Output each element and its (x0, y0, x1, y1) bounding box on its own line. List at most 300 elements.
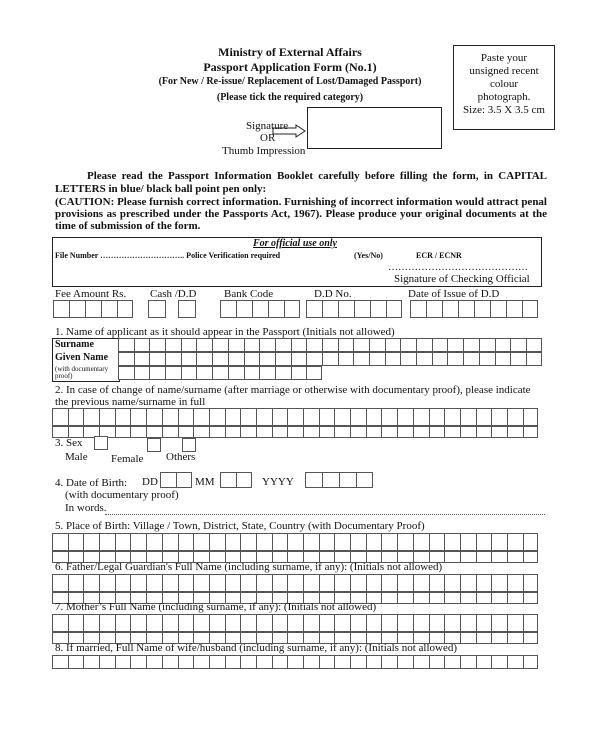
char-box[interactable] (338, 352, 354, 366)
char-box[interactable] (146, 408, 162, 426)
others-checkbox[interactable] (182, 438, 196, 452)
char-box[interactable] (334, 533, 350, 551)
char-box[interactable] (162, 533, 178, 551)
char-box[interactable] (319, 408, 335, 426)
char-box[interactable] (306, 338, 322, 352)
char-box[interactable] (444, 655, 460, 669)
char-box[interactable] (287, 614, 303, 632)
char-box[interactable] (83, 408, 99, 426)
cash-checkbox[interactable] (148, 300, 166, 318)
char-box[interactable] (193, 655, 209, 669)
char-box[interactable] (366, 655, 382, 669)
char-box[interactable] (444, 426, 460, 438)
char-box[interactable] (413, 426, 429, 438)
char-box[interactable] (507, 426, 523, 438)
char-box[interactable] (99, 408, 115, 426)
char-box[interactable] (52, 614, 68, 632)
char-box[interactable] (319, 533, 335, 551)
char-box[interactable] (118, 338, 134, 352)
dd-no-boxes[interactable] (306, 300, 402, 318)
char-box[interactable] (178, 426, 194, 438)
char-box[interactable] (256, 614, 272, 632)
char-box[interactable] (416, 352, 432, 366)
char-box[interactable] (165, 366, 181, 380)
char-box[interactable] (460, 592, 476, 604)
char-box[interactable] (196, 338, 212, 352)
official-dots: …………………………………… (388, 262, 528, 273)
char-box[interactable] (416, 338, 432, 352)
char-box[interactable] (244, 352, 260, 366)
previous-name-boxes-row2[interactable] (52, 426, 538, 438)
char-box[interactable] (99, 655, 115, 669)
dob-day-boxes[interactable] (160, 472, 192, 488)
dd-checkbox[interactable] (178, 300, 196, 318)
given-name-label: Given Name (55, 352, 109, 363)
char-box[interactable] (225, 574, 241, 592)
char-box[interactable] (476, 655, 492, 669)
char-box[interactable] (350, 574, 366, 592)
char-box[interactable] (413, 533, 429, 551)
char-box[interactable] (322, 338, 338, 352)
char-box[interactable] (68, 408, 84, 426)
instructions-para-1: Please read the Passport Information Booklet carefully before filling the form, in CAPITAL LETTERS in blue/ black ball point pen only: (55, 170, 547, 195)
char-box[interactable] (366, 574, 382, 592)
char-box[interactable] (149, 352, 165, 366)
char-box[interactable] (228, 352, 244, 366)
char-box[interactable] (162, 574, 178, 592)
char-box[interactable] (225, 426, 241, 438)
char-box[interactable] (291, 366, 307, 380)
char-box[interactable] (52, 408, 68, 426)
char-box[interactable] (225, 408, 241, 426)
char-box[interactable] (303, 408, 319, 426)
char-box[interactable] (225, 655, 241, 669)
char-box[interactable] (68, 614, 84, 632)
char-box[interactable] (432, 338, 448, 352)
char-box[interactable] (275, 366, 291, 380)
char-box[interactable] (303, 426, 319, 438)
char-box[interactable] (303, 655, 319, 669)
char-box[interactable] (366, 614, 382, 632)
char-box[interactable] (259, 366, 275, 380)
char-box[interactable] (491, 551, 507, 563)
char-box[interactable] (460, 632, 476, 644)
char-box[interactable] (146, 426, 162, 438)
char-box[interactable] (353, 352, 369, 366)
char-box[interactable] (334, 614, 350, 632)
char-box[interactable] (429, 592, 445, 604)
char-box[interactable] (369, 338, 385, 352)
char-box[interactable] (259, 338, 275, 352)
char-box[interactable] (134, 338, 150, 352)
char-box[interactable] (240, 533, 256, 551)
char-box[interactable] (476, 408, 492, 426)
char-box[interactable] (491, 426, 507, 438)
char-box[interactable] (228, 366, 244, 380)
char-box[interactable] (275, 338, 291, 352)
char-box[interactable] (444, 408, 460, 426)
char-box[interactable] (507, 574, 523, 592)
char-box[interactable] (244, 338, 260, 352)
char-box[interactable] (178, 655, 194, 669)
char-box[interactable] (397, 614, 413, 632)
char-box[interactable] (134, 352, 150, 366)
char-box[interactable] (507, 655, 523, 669)
char-box[interactable] (193, 614, 209, 632)
char-box[interactable] (381, 614, 397, 632)
char-box[interactable] (115, 655, 131, 669)
char-box[interactable] (149, 338, 165, 352)
char-box[interactable] (256, 533, 272, 551)
char-box[interactable] (118, 352, 134, 366)
char-box[interactable] (193, 574, 209, 592)
char-box[interactable] (350, 614, 366, 632)
char-box[interactable] (444, 614, 460, 632)
father-name-boxes-row1[interactable] (52, 574, 538, 592)
char-box[interactable] (209, 574, 225, 592)
char-box[interactable] (130, 655, 146, 669)
char-box[interactable] (225, 614, 241, 632)
char-box[interactable] (212, 352, 228, 366)
char-box[interactable] (463, 352, 479, 366)
given-name-boxes-row2[interactable] (118, 366, 322, 380)
char-box[interactable] (244, 366, 260, 380)
char-box[interactable] (413, 574, 429, 592)
char-box[interactable] (507, 632, 523, 644)
char-box[interactable] (130, 408, 146, 426)
char-box[interactable] (319, 614, 335, 632)
char-box[interactable] (444, 533, 460, 551)
char-box[interactable] (366, 426, 382, 438)
char-box[interactable] (68, 574, 84, 592)
char-box[interactable] (83, 614, 99, 632)
char-box[interactable] (291, 338, 307, 352)
char-box[interactable] (178, 408, 194, 426)
char-box[interactable] (303, 533, 319, 551)
char-box[interactable] (397, 655, 413, 669)
char-box[interactable] (212, 338, 228, 352)
char-box[interactable] (429, 408, 445, 426)
char-box[interactable] (322, 352, 338, 366)
char-box[interactable] (83, 655, 99, 669)
char-box[interactable] (275, 352, 291, 366)
char-box[interactable] (162, 655, 178, 669)
dob-year-boxes[interactable] (305, 472, 373, 488)
char-box[interactable] (491, 408, 507, 426)
char-box[interactable] (256, 408, 272, 426)
char-box[interactable] (476, 574, 492, 592)
char-box[interactable] (523, 408, 539, 426)
char-box[interactable] (291, 352, 307, 366)
char-box[interactable] (523, 551, 539, 563)
char-box[interactable] (523, 632, 539, 644)
char-box[interactable] (130, 614, 146, 632)
char-box[interactable] (476, 533, 492, 551)
char-box[interactable] (193, 533, 209, 551)
fee-amount-boxes[interactable] (53, 300, 133, 318)
char-box[interactable] (366, 533, 382, 551)
char-box[interactable] (259, 352, 275, 366)
char-box[interactable] (507, 592, 523, 604)
char-box[interactable] (228, 338, 244, 352)
char-box[interactable] (397, 574, 413, 592)
char-box[interactable] (118, 366, 134, 380)
char-box[interactable] (350, 426, 366, 438)
char-box[interactable] (115, 574, 131, 592)
char-box[interactable] (491, 592, 507, 604)
char-box[interactable] (287, 408, 303, 426)
char-box[interactable] (491, 574, 507, 592)
char-box[interactable] (68, 533, 84, 551)
char-box[interactable] (225, 533, 241, 551)
char-box[interactable] (240, 426, 256, 438)
char-box[interactable] (130, 574, 146, 592)
char-box[interactable] (491, 655, 507, 669)
char-box[interactable] (272, 614, 288, 632)
char-box[interactable] (397, 533, 413, 551)
char-box[interactable] (212, 366, 228, 380)
char-box[interactable] (476, 592, 492, 604)
char-box[interactable] (444, 592, 460, 604)
mother-name-boxes-row1[interactable] (52, 614, 538, 632)
char-box[interactable] (319, 655, 335, 669)
char-box[interactable] (287, 533, 303, 551)
char-box[interactable] (181, 338, 197, 352)
char-box[interactable] (83, 574, 99, 592)
char-box[interactable] (146, 614, 162, 632)
char-box[interactable] (447, 352, 463, 366)
char-box[interactable] (68, 655, 84, 669)
char-box[interactable] (319, 426, 335, 438)
char-box[interactable] (460, 614, 476, 632)
char-box[interactable] (165, 338, 181, 352)
char-box[interactable] (287, 574, 303, 592)
char-box[interactable] (334, 574, 350, 592)
file-number-label: File Number ………………………….. Police Verification required (55, 251, 281, 260)
char-box[interactable] (523, 592, 539, 604)
char-box[interactable] (460, 551, 476, 563)
place-of-birth-boxes-row1[interactable] (52, 533, 538, 551)
char-box[interactable] (479, 352, 495, 366)
char-box[interactable] (162, 408, 178, 426)
char-box[interactable] (526, 338, 542, 352)
char-box[interactable] (181, 352, 197, 366)
male-checkbox[interactable] (94, 436, 108, 450)
previous-name-boxes-row1[interactable] (52, 408, 538, 426)
char-box[interactable] (240, 614, 256, 632)
char-box[interactable] (429, 574, 445, 592)
char-box[interactable] (491, 632, 507, 644)
char-box[interactable] (381, 533, 397, 551)
char-box[interactable] (429, 614, 445, 632)
char-box[interactable] (52, 574, 68, 592)
char-box[interactable] (256, 426, 272, 438)
char-box[interactable] (400, 352, 416, 366)
char-box[interactable] (385, 352, 401, 366)
char-box[interactable] (178, 533, 194, 551)
char-box[interactable] (272, 426, 288, 438)
char-box[interactable] (256, 574, 272, 592)
bank-code-boxes[interactable] (220, 300, 300, 318)
char-box[interactable] (479, 338, 495, 352)
char-box[interactable] (413, 655, 429, 669)
spouse-name-boxes-row1[interactable] (52, 655, 538, 669)
char-box[interactable] (507, 614, 523, 632)
char-box[interactable] (397, 408, 413, 426)
char-box[interactable] (523, 426, 539, 438)
char-box[interactable] (463, 338, 479, 352)
char-box[interactable] (52, 533, 68, 551)
char-box[interactable] (240, 408, 256, 426)
char-box[interactable] (306, 366, 322, 380)
date-issue-boxes[interactable] (410, 300, 538, 318)
char-box[interactable] (272, 533, 288, 551)
char-box[interactable] (397, 592, 413, 604)
char-box[interactable] (400, 338, 416, 352)
char-box[interactable] (381, 574, 397, 592)
char-box[interactable] (272, 655, 288, 669)
char-box[interactable] (162, 614, 178, 632)
char-box[interactable] (52, 655, 68, 669)
char-box[interactable] (130, 426, 146, 438)
char-box[interactable] (350, 408, 366, 426)
char-box[interactable] (429, 426, 445, 438)
char-box[interactable] (413, 592, 429, 604)
char-box[interactable] (460, 408, 476, 426)
char-box[interactable] (381, 408, 397, 426)
char-box[interactable] (209, 614, 225, 632)
char-box[interactable] (507, 408, 523, 426)
char-box[interactable] (385, 338, 401, 352)
char-box[interactable] (115, 408, 131, 426)
char-box[interactable] (495, 352, 511, 366)
char-box[interactable] (306, 352, 322, 366)
char-box[interactable] (334, 655, 350, 669)
char-box[interactable] (523, 574, 539, 592)
char-box[interactable] (429, 533, 445, 551)
signature-label: Signature (246, 120, 289, 132)
char-box[interactable] (178, 574, 194, 592)
char-box[interactable] (495, 338, 511, 352)
char-box[interactable] (507, 533, 523, 551)
char-box[interactable] (146, 574, 162, 592)
char-box[interactable] (287, 426, 303, 438)
char-box[interactable] (272, 408, 288, 426)
char-box[interactable] (460, 655, 476, 669)
char-box[interactable] (350, 533, 366, 551)
char-box[interactable] (523, 533, 539, 551)
char-box[interactable] (381, 426, 397, 438)
char-box[interactable] (491, 614, 507, 632)
char-box[interactable] (397, 426, 413, 438)
char-box[interactable] (460, 533, 476, 551)
char-box[interactable] (99, 574, 115, 592)
dob-month-boxes[interactable] (220, 472, 252, 488)
char-box[interactable] (319, 574, 335, 592)
char-box[interactable] (193, 408, 209, 426)
char-box[interactable] (432, 352, 448, 366)
char-box[interactable] (510, 352, 526, 366)
char-box[interactable] (460, 426, 476, 438)
char-box[interactable] (193, 426, 209, 438)
char-box[interactable] (413, 614, 429, 632)
char-box[interactable] (303, 614, 319, 632)
char-box[interactable] (99, 533, 115, 551)
char-box[interactable] (209, 426, 225, 438)
char-box[interactable] (256, 655, 272, 669)
char-box[interactable] (209, 533, 225, 551)
cash-dd-label: Cash /D.D (150, 288, 197, 300)
char-box[interactable] (115, 426, 131, 438)
char-box[interactable] (196, 366, 212, 380)
signature-box[interactable] (307, 107, 442, 149)
char-box[interactable] (444, 574, 460, 592)
char-box[interactable] (115, 533, 131, 551)
char-box[interactable] (523, 614, 539, 632)
char-box[interactable] (476, 632, 492, 644)
in-words-line[interactable] (105, 513, 545, 515)
char-box[interactable] (272, 574, 288, 592)
char-box[interactable] (510, 338, 526, 352)
char-box[interactable] (196, 352, 212, 366)
char-box[interactable] (460, 574, 476, 592)
char-box[interactable] (209, 655, 225, 669)
char-box[interactable] (366, 408, 382, 426)
given-name-boxes-row1[interactable] (118, 352, 542, 366)
char-box[interactable] (130, 533, 146, 551)
char-box[interactable] (476, 551, 492, 563)
char-box[interactable] (134, 366, 150, 380)
char-box[interactable] (523, 655, 539, 669)
char-box[interactable] (381, 655, 397, 669)
char-box[interactable] (181, 366, 197, 380)
char-box[interactable] (334, 408, 350, 426)
char-box[interactable] (83, 533, 99, 551)
char-box[interactable] (334, 426, 350, 438)
char-box[interactable] (447, 338, 463, 352)
char-box[interactable] (240, 574, 256, 592)
char-box[interactable] (165, 352, 181, 366)
char-box[interactable] (303, 574, 319, 592)
char-box[interactable] (444, 551, 460, 563)
char-box[interactable] (178, 614, 194, 632)
char-box[interactable] (99, 614, 115, 632)
char-box[interactable] (240, 655, 256, 669)
char-box[interactable] (146, 533, 162, 551)
char-box[interactable] (413, 408, 429, 426)
char-box[interactable] (146, 655, 162, 669)
char-box[interactable] (507, 551, 523, 563)
char-box[interactable] (353, 338, 369, 352)
char-box[interactable] (338, 338, 354, 352)
char-box[interactable] (369, 352, 385, 366)
surname-boxes[interactable] (118, 338, 542, 352)
char-box[interactable] (115, 614, 131, 632)
char-box[interactable] (209, 408, 225, 426)
female-checkbox[interactable] (147, 438, 161, 452)
char-box[interactable] (429, 655, 445, 669)
char-box[interactable] (476, 614, 492, 632)
char-box[interactable] (350, 655, 366, 669)
char-box[interactable] (476, 426, 492, 438)
char-box[interactable] (491, 533, 507, 551)
char-box[interactable] (526, 352, 542, 366)
photo-box[interactable] (453, 45, 555, 130)
char-box[interactable] (162, 426, 178, 438)
char-box[interactable] (381, 592, 397, 604)
char-box[interactable] (287, 655, 303, 669)
char-box[interactable] (149, 366, 165, 380)
